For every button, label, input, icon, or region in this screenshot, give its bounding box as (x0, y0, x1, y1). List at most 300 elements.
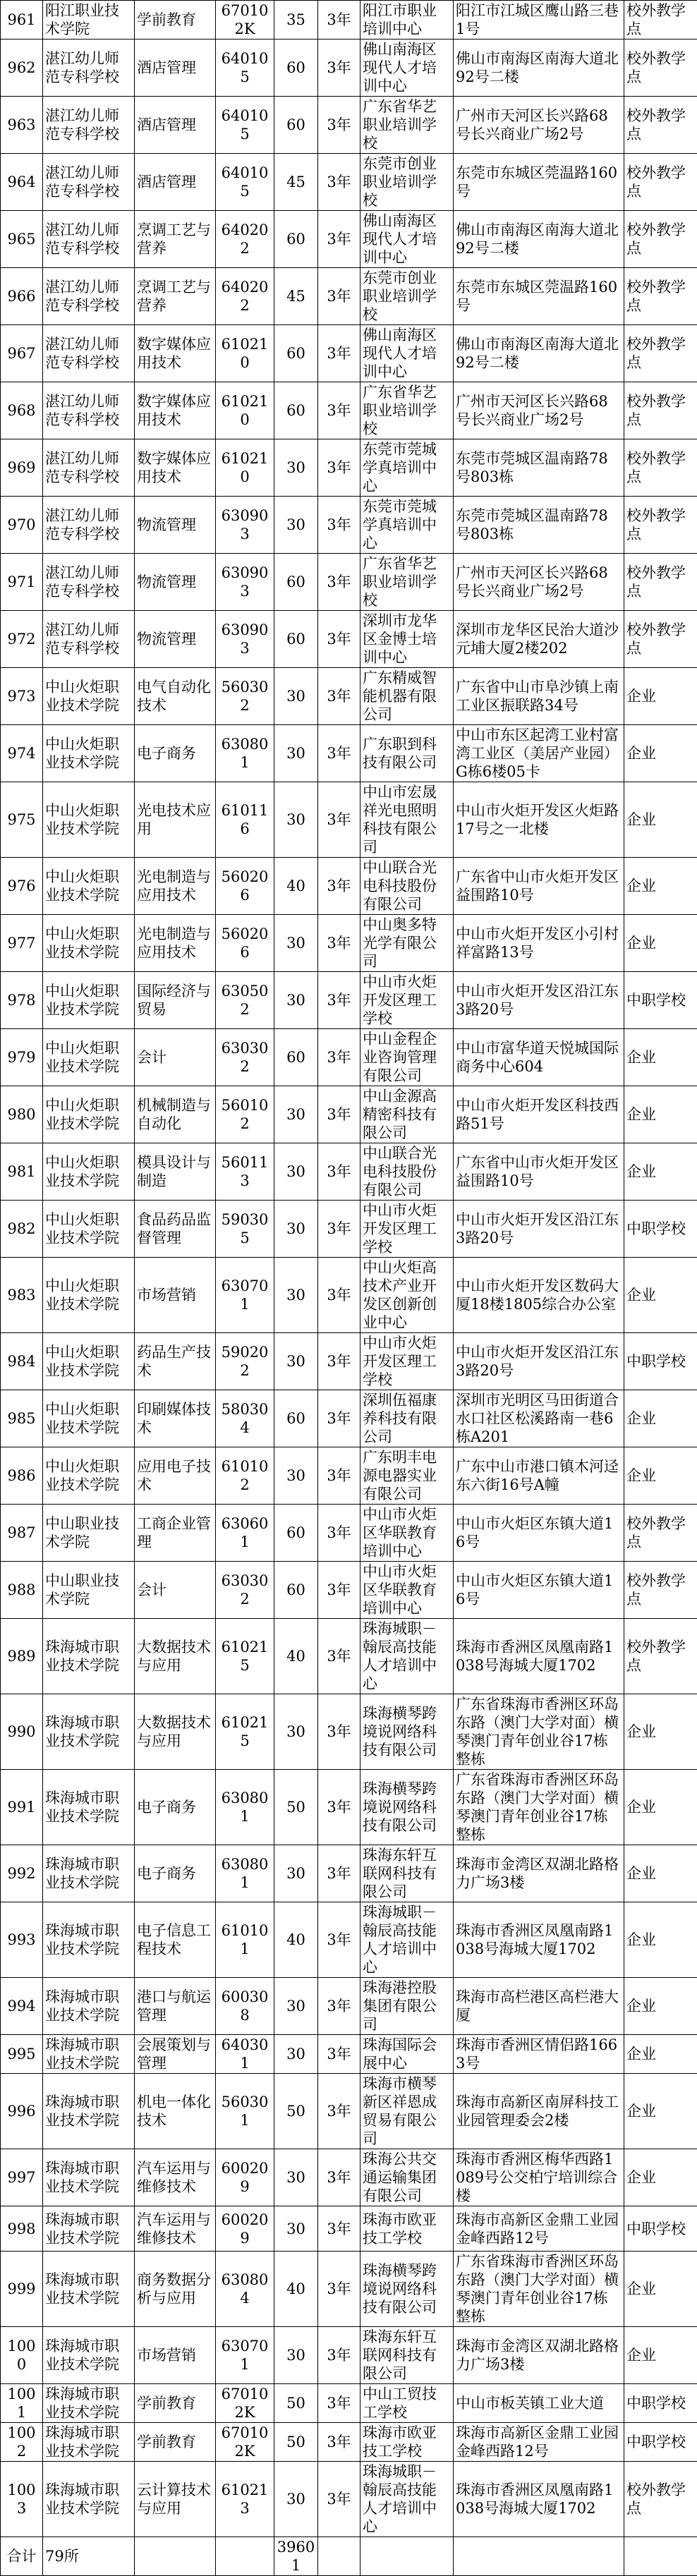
row-number: 961 (1, 1, 43, 40)
address-cell: 中山市东区起湾工业村富湾工业区（美居产业园）G栋6楼05卡 (454, 725, 624, 782)
plan-count-cell: 30 (274, 1978, 318, 2035)
table-row (1, 1845, 697, 1902)
site-type-cell: 校外教学点 (624, 2462, 697, 2537)
major-cell: 商务数据分析与应用 (135, 2252, 216, 2327)
plan-count-cell: 60 (274, 97, 318, 154)
row-number: 990 (1, 1694, 43, 1770)
partner-cell: 珠海东轩互联网科技有限公司 (360, 1845, 454, 1902)
site-type-cell: 企业 (624, 2327, 697, 2384)
table-row (1, 325, 697, 382)
site-type-cell: 中职学校 (624, 1201, 697, 1258)
table-row (1, 1, 697, 40)
plan-count-cell: 60 (274, 1505, 318, 1562)
partner-cell: 中山市火炬开发区理工学校 (360, 1201, 454, 1258)
school-cell: 珠海城市职业技术学院 (43, 1845, 135, 1902)
major-cell: 食品药品监督管理 (135, 1201, 216, 1258)
partner-cell: 中山市火炬开发区理工学校 (360, 972, 454, 1029)
major-code-cell: 590305 (216, 1201, 274, 1258)
major-cell: 大数据技术与应用 (135, 1619, 216, 1694)
address-cell: 中山市火炬开发区数码大厦18楼1805综合办公室 (454, 1258, 624, 1333)
major-cell: 会计 (135, 1029, 216, 1086)
site-type-cell: 企业 (624, 1447, 697, 1505)
table-row (1, 611, 697, 668)
major-cell: 数字媒体应用技术 (135, 325, 216, 382)
partner-cell: 中山市宏晟祥光电照明科技有限公司 (360, 782, 454, 858)
plan-count-cell: 50 (274, 2423, 318, 2462)
duration-cell: 3年 (318, 668, 360, 725)
site-type-cell: 校外教学点 (624, 497, 697, 554)
school-cell: 阳江职业技术学院 (43, 1, 135, 40)
major-code-cell: 640105 (216, 97, 274, 154)
plan-count-cell: 30 (274, 915, 318, 972)
address-cell: 珠海市香洲区凤凰南路1038号海城大厦1702 (454, 1619, 624, 1694)
school-cell: 中山火炬职业技术学院 (43, 1086, 135, 1143)
school-cell: 中山职业技术学院 (43, 1505, 135, 1562)
row-number: 996 (1, 2074, 43, 2149)
site-type-cell: 企业 (624, 1390, 697, 1447)
site-type-cell: 中职学校 (624, 2384, 697, 2423)
row-number: 978 (1, 972, 43, 1029)
duration-cell: 3年 (318, 1505, 360, 1562)
plan-count-cell: 60 (274, 1029, 318, 1086)
partner-cell: 珠海国际会展中心 (360, 2035, 454, 2074)
site-type-cell: 企业 (624, 2252, 697, 2327)
duration-cell: 3年 (318, 1845, 360, 1902)
table-row (1, 1562, 697, 1619)
major-cell: 汽车运用与维修技术 (135, 2149, 216, 2206)
address-cell: 阳江市江城区鹰山路三巷1号 (454, 1, 624, 40)
site-type-cell: 企业 (624, 1770, 697, 1845)
major-code-cell: 610213 (216, 2462, 274, 2537)
plan-count-cell: 40 (274, 1902, 318, 1978)
duration-cell: 3年 (318, 211, 360, 268)
plan-count-cell: 60 (274, 554, 318, 611)
duration-cell: 3年 (318, 1562, 360, 1619)
table-row (1, 2327, 697, 2384)
school-cell: 湛江幼儿师范专科学校 (43, 97, 135, 154)
plan-count-cell: 50 (274, 1770, 318, 1845)
major-cell: 物流管理 (135, 554, 216, 611)
table-row (1, 1902, 697, 1978)
address-cell: 东莞市莞城区温南路78号803栋 (454, 497, 624, 554)
major-code-cell: 580304 (216, 1390, 274, 1447)
school-cell: 湛江幼儿师范专科学校 (43, 554, 135, 611)
plan-count-cell: 30 (274, 2149, 318, 2206)
address-cell: 广东省珠海市香洲区环岛东路（澳门大学对面）横琴澳门青年创业谷17栋整栋 (454, 1770, 624, 1845)
row-number: 994 (1, 1978, 43, 2035)
site-type-cell: 校外教学点 (624, 40, 697, 97)
school-cell: 湛江幼儿师范专科学校 (43, 439, 135, 497)
major-cell: 电子信息工程技术 (135, 1902, 216, 1978)
major-code-cell: 670102K (216, 2384, 274, 2423)
row-number: 977 (1, 915, 43, 972)
school-cell: 中山火炬职业技术学院 (43, 782, 135, 858)
major-code-cell: 630801 (216, 1845, 274, 1902)
address-cell: 深圳市龙华区民治大道沙元埔大厦2楼202 (454, 611, 624, 668)
major-code-cell: 560301 (216, 2074, 274, 2149)
major-code-cell: 560206 (216, 915, 274, 972)
plan-count-cell: 60 (274, 1390, 318, 1447)
major-code-cell: 610210 (216, 382, 274, 439)
partner-cell: 深圳市龙华区金博士培训中心 (360, 611, 454, 668)
address-cell: 深圳市光明区马田街道合水口社区松溪路南一巷6栋A201 (454, 1390, 624, 1447)
address-cell: 珠海市香洲区凤凰南路1038号海城大厦1702 (454, 1902, 624, 1978)
major-cell: 市场营销 (135, 1258, 216, 1333)
duration-cell: 3年 (318, 554, 360, 611)
plan-count-cell: 30 (274, 1201, 318, 1258)
table-row (1, 1333, 697, 1390)
address-cell: 佛山市南海区南海大道北92号二楼 (454, 211, 624, 268)
partner-cell: 中山金程企业咨询管理有限公司 (360, 1029, 454, 1086)
plan-count-cell: 50 (274, 2074, 318, 2149)
school-cell: 中山火炬职业技术学院 (43, 1258, 135, 1333)
row-number: 995 (1, 2035, 43, 2074)
partner-cell: 佛山南海区现代人才培训中心 (360, 325, 454, 382)
major-cell: 光电制造与应用技术 (135, 858, 216, 915)
duration-cell: 3年 (318, 325, 360, 382)
address-cell: 中山市火炬开发区沿江东3路20号 (454, 1333, 624, 1390)
row-number: 997 (1, 2149, 43, 2206)
table-row (1, 1086, 697, 1143)
major-cell: 应用电子技术 (135, 1447, 216, 1505)
major-cell: 物流管理 (135, 611, 216, 668)
major-code-cell: 600209 (216, 2206, 274, 2252)
row-number: 972 (1, 611, 43, 668)
row-number: 983 (1, 1258, 43, 1333)
address-cell: 中山市火炬区东镇大道16号 (454, 1505, 624, 1562)
partner-cell: 珠海城职－翰辰高技能人才培训中心 (360, 2462, 454, 2537)
site-type-cell: 企业 (624, 2149, 697, 2206)
partner-cell: 广东省华艺职业培训学校 (360, 382, 454, 439)
duration-cell: 3年 (318, 268, 360, 325)
major-cell: 工商企业管理 (135, 1505, 216, 1562)
address-cell: 珠海市香洲区情侣路1663号 (454, 2035, 624, 2074)
major-code-cell: 640105 (216, 154, 274, 211)
plan-count-cell: 60 (274, 325, 318, 382)
table-row (1, 725, 697, 782)
partner-cell: 珠海公共交通运输集团有限公司 (360, 2149, 454, 2206)
row-number: 970 (1, 497, 43, 554)
major-code-cell: 630801 (216, 725, 274, 782)
site-type-cell: 校外教学点 (624, 554, 697, 611)
plan-count-cell: 60 (274, 611, 318, 668)
site-type-cell: 企业 (624, 1845, 697, 1902)
table-row (1, 2035, 697, 2074)
school-cell: 湛江幼儿师范专科学校 (43, 382, 135, 439)
table-row (1, 1770, 697, 1845)
row-number: 988 (1, 1562, 43, 1619)
plan-count-cell: 45 (274, 268, 318, 325)
address-cell: 中山市火炬区东镇大道16号 (454, 1562, 624, 1619)
duration-cell: 3年 (318, 782, 360, 858)
row-number: 963 (1, 97, 43, 154)
table-row (1, 1505, 697, 1562)
row-number: 973 (1, 668, 43, 725)
address-cell: 东莞市东城区莞温路160号 (454, 268, 624, 325)
address-cell: 广东中山市港口镇木河迳东六街16号A幢 (454, 1447, 624, 1505)
major-code-cell: 630601 (216, 1505, 274, 1562)
partner-cell: 中山市火炬开发区理工学校 (360, 1333, 454, 1390)
table-row (1, 1258, 697, 1333)
row-number: 981 (1, 1143, 43, 1201)
partner-cell: 珠海城职－翰辰高技能人才培训中心 (360, 1902, 454, 1978)
duration-cell: 3年 (318, 1, 360, 40)
table-row (1, 1201, 697, 1258)
table-body (1, 1, 697, 2576)
site-type-cell: 企业 (624, 1978, 697, 2035)
major-code-cell: 610215 (216, 1619, 274, 1694)
table-row (1, 915, 697, 972)
row-number: 991 (1, 1770, 43, 1845)
plan-count-cell: 60 (274, 40, 318, 97)
major-cell: 学前教育 (135, 2384, 216, 2423)
empty-cell (216, 2537, 274, 2576)
address-cell: 东莞市东城区莞温路160号 (454, 154, 624, 211)
partner-cell: 中山金源高精密科技有限公司 (360, 1086, 454, 1143)
address-cell: 中山市火炬开发区科技西路51号 (454, 1086, 624, 1143)
site-type-cell: 企业 (624, 1143, 697, 1201)
major-cell: 学前教育 (135, 1, 216, 40)
school-cell: 湛江幼儿师范专科学校 (43, 154, 135, 211)
school-cell: 珠海城市职业技术学院 (43, 2035, 135, 2074)
table-row (1, 972, 697, 1029)
row-number: 966 (1, 268, 43, 325)
site-type-cell: 企业 (624, 1086, 697, 1143)
site-type-cell: 校外教学点 (624, 211, 697, 268)
table-row (1, 668, 697, 725)
site-type-cell: 校外教学点 (624, 1619, 697, 1694)
site-type-cell: 企业 (624, 2074, 697, 2149)
address-cell: 珠海市香洲区凤凰南路1038号海城大厦1702 (454, 2462, 624, 2537)
duration-cell: 3年 (318, 1201, 360, 1258)
partner-cell: 广东省华艺职业培训学校 (360, 97, 454, 154)
row-number: 984 (1, 1333, 43, 1390)
duration-cell: 3年 (318, 1086, 360, 1143)
school-cell: 珠海城市职业技术学院 (43, 2462, 135, 2537)
table-row (1, 439, 697, 497)
plan-count-cell: 30 (274, 2035, 318, 2074)
site-type-cell: 企业 (624, 725, 697, 782)
partner-cell: 珠海横琴跨境说网络科技有限公司 (360, 1770, 454, 1845)
partner-cell: 中山市火炬区华联教育培训中心 (360, 1562, 454, 1619)
duration-cell: 3年 (318, 725, 360, 782)
plan-count-cell: 40 (274, 2252, 318, 2327)
address-cell: 珠海市金湾区双湖北路格力广场3楼 (454, 1845, 624, 1902)
row-number: 965 (1, 211, 43, 268)
major-cell: 汽车运用与维修技术 (135, 2206, 216, 2252)
major-code-cell: 630302 (216, 1562, 274, 1619)
address-cell: 中山市火炬开发区沿江东3路20号 (454, 1201, 624, 1258)
site-type-cell: 企业 (624, 1694, 697, 1770)
major-code-cell: 630804 (216, 2252, 274, 2327)
major-code-cell: 610101 (216, 1902, 274, 1978)
major-cell: 光电技术应用 (135, 782, 216, 858)
plan-count-cell: 60 (274, 382, 318, 439)
school-cell: 湛江幼儿师范专科学校 (43, 325, 135, 382)
duration-cell: 3年 (318, 97, 360, 154)
table-row (1, 858, 697, 915)
table-row (1, 2252, 697, 2327)
major-code-cell: 600308 (216, 1978, 274, 2035)
table-row (1, 2384, 697, 2423)
address-cell: 广东省中山市阜沙镇上南工业区振联路34号 (454, 668, 624, 725)
address-cell: 中山市火炬开发区小引村祥富路13号 (454, 915, 624, 972)
site-type-cell: 企业 (624, 915, 697, 972)
school-cell: 湛江幼儿师范专科学校 (43, 40, 135, 97)
partner-cell: 珠海横琴跨境说网络科技有限公司 (360, 2252, 454, 2327)
partner-cell: 广东省华艺职业培训学校 (360, 554, 454, 611)
plan-count-cell: 30 (274, 1258, 318, 1333)
address-cell: 中山市富华道天悦城国际商务中心604 (454, 1029, 624, 1086)
site-type-cell: 企业 (624, 1902, 697, 1978)
row-number: 975 (1, 782, 43, 858)
duration-cell: 3年 (318, 2206, 360, 2252)
row-number: 1002 (1, 2423, 43, 2462)
duration-cell: 3年 (318, 1390, 360, 1447)
plan-count-cell: 30 (274, 668, 318, 725)
major-code-cell: 630903 (216, 497, 274, 554)
major-code-cell: 640202 (216, 268, 274, 325)
row-number: 971 (1, 554, 43, 611)
major-code-cell: 630502 (216, 972, 274, 1029)
address-cell: 中山市板芙镇工业大道 (454, 2384, 624, 2423)
partner-cell: 中山联合光电科技股份有限公司 (360, 1143, 454, 1201)
row-number: 1001 (1, 2384, 43, 2423)
partner-cell: 广东明丰电源电器实业有限公司 (360, 1447, 454, 1505)
school-cell: 中山火炬职业技术学院 (43, 1390, 135, 1447)
major-cell: 港口与航运管理 (135, 1978, 216, 2035)
partner-cell: 中山工贸技工学校 (360, 2384, 454, 2423)
partner-cell: 珠海横琴跨境说网络科技有限公司 (360, 1694, 454, 1770)
site-type-cell: 企业 (624, 1258, 697, 1333)
plan-count-cell: 30 (274, 2327, 318, 2384)
partner-cell: 中山市火炬区华联教育培训中心 (360, 1505, 454, 1562)
major-cell: 数字媒体应用技术 (135, 382, 216, 439)
total-schools: 79所 (43, 2537, 135, 2576)
address-cell: 佛山市南海区南海大道北92号二楼 (454, 325, 624, 382)
duration-cell: 3年 (318, 2462, 360, 2537)
duration-cell: 3年 (318, 972, 360, 1029)
table-row (1, 2206, 697, 2252)
duration-cell: 3年 (318, 2327, 360, 2384)
address-cell: 珠海市高栏港区高栏港大厦 (454, 1978, 624, 2035)
school-cell: 珠海城市职业技术学院 (43, 2327, 135, 2384)
empty-cell (135, 2537, 216, 2576)
major-cell: 印刷媒体技术 (135, 1390, 216, 1447)
school-cell: 中山火炬职业技术学院 (43, 1447, 135, 1505)
partner-cell: 中山奥多特光学有限公司 (360, 915, 454, 972)
major-cell: 药品生产技术 (135, 1333, 216, 1390)
address-cell: 中山市火炬开发区沿江东3路20号 (454, 972, 624, 1029)
partner-cell: 佛山南海区现代人才培训中心 (360, 40, 454, 97)
row-number: 967 (1, 325, 43, 382)
address-cell: 广东省珠海市香洲区环岛东路（澳门大学对面）横琴澳门青年创业谷17栋整栋 (454, 1694, 624, 1770)
duration-cell: 3年 (318, 2423, 360, 2462)
address-cell: 广东省中山市火炬开发区益围路10号 (454, 858, 624, 915)
duration-cell: 3年 (318, 1029, 360, 1086)
site-type-cell: 校外教学点 (624, 97, 697, 154)
school-cell: 珠海城市职业技术学院 (43, 1770, 135, 1845)
row-number: 986 (1, 1447, 43, 1505)
major-cell: 光电制造与应用技术 (135, 915, 216, 972)
site-type-cell: 校外教学点 (624, 154, 697, 211)
major-cell: 电气自动化技术 (135, 668, 216, 725)
partner-cell: 深圳伍福康养科技有限公司 (360, 1390, 454, 1447)
major-code-cell: 610116 (216, 782, 274, 858)
partner-cell: 佛山南海区现代人才培训中心 (360, 211, 454, 268)
duration-cell: 3年 (318, 2074, 360, 2149)
table-row (1, 1029, 697, 1086)
major-code-cell: 560102 (216, 1086, 274, 1143)
site-type-cell: 企业 (624, 858, 697, 915)
major-cell: 电子商务 (135, 1770, 216, 1845)
school-cell: 中山火炬职业技术学院 (43, 1143, 135, 1201)
table-row (1, 2074, 697, 2149)
site-type-cell: 校外教学点 (624, 268, 697, 325)
address-cell: 佛山市南海区南海大道北92号二楼 (454, 40, 624, 97)
major-code-cell: 610210 (216, 439, 274, 497)
row-number: 989 (1, 1619, 43, 1694)
table-row (1, 211, 697, 268)
table-row (1, 382, 697, 439)
site-type-cell: 企业 (624, 2035, 697, 2074)
empty-cell (360, 2537, 454, 2576)
table-row (1, 97, 697, 154)
major-cell: 国际经济与贸易 (135, 972, 216, 1029)
site-type-cell: 校外教学点 (624, 382, 697, 439)
site-type-cell: 企业 (624, 1029, 697, 1086)
duration-cell: 3年 (318, 382, 360, 439)
plan-count-cell: 40 (274, 858, 318, 915)
row-number: 979 (1, 1029, 43, 1086)
duration-cell: 3年 (318, 915, 360, 972)
partner-cell: 珠海市欧亚技工学校 (360, 2423, 454, 2462)
table-row (1, 782, 697, 858)
plan-count-cell: 30 (274, 439, 318, 497)
school-cell: 中山火炬职业技术学院 (43, 1029, 135, 1086)
plan-count-cell: 30 (274, 972, 318, 1029)
duration-cell: 3年 (318, 1978, 360, 2035)
site-type-cell: 中职学校 (624, 972, 697, 1029)
row-number: 999 (1, 2252, 43, 2327)
address-cell: 珠海市高新区南屏科技工业园管理委会2楼 (454, 2074, 624, 2149)
plan-count-cell: 30 (274, 1845, 318, 1902)
major-code-cell: 640105 (216, 40, 274, 97)
row-number: 987 (1, 1505, 43, 1562)
partner-cell: 珠海东轩互联网科技有限公司 (360, 2327, 454, 2384)
table-row (1, 1619, 697, 1694)
total-label: 合计 (1, 2537, 43, 2576)
duration-cell: 3年 (318, 1143, 360, 1201)
major-cell: 数字媒体应用技术 (135, 439, 216, 497)
major-cell: 市场营销 (135, 2327, 216, 2384)
school-cell: 中山火炬职业技术学院 (43, 725, 135, 782)
table-row (1, 1390, 697, 1447)
table-row (1, 1694, 697, 1770)
school-cell: 中山火炬职业技术学院 (43, 1333, 135, 1390)
table-row (1, 1143, 697, 1201)
plan-count-cell: 30 (274, 725, 318, 782)
major-cell: 机械制造与自动化 (135, 1086, 216, 1143)
address-cell: 广州市天河区长兴路68号长兴商业广场2号 (454, 97, 624, 154)
row-number: 976 (1, 858, 43, 915)
empty-cell (318, 2537, 360, 2576)
site-type-cell: 校外教学点 (624, 1562, 697, 1619)
school-cell: 中山职业技术学院 (43, 1562, 135, 1619)
major-code-cell: 560302 (216, 668, 274, 725)
school-cell: 中山火炬职业技术学院 (43, 858, 135, 915)
plan-count-cell: 30 (274, 1447, 318, 1505)
